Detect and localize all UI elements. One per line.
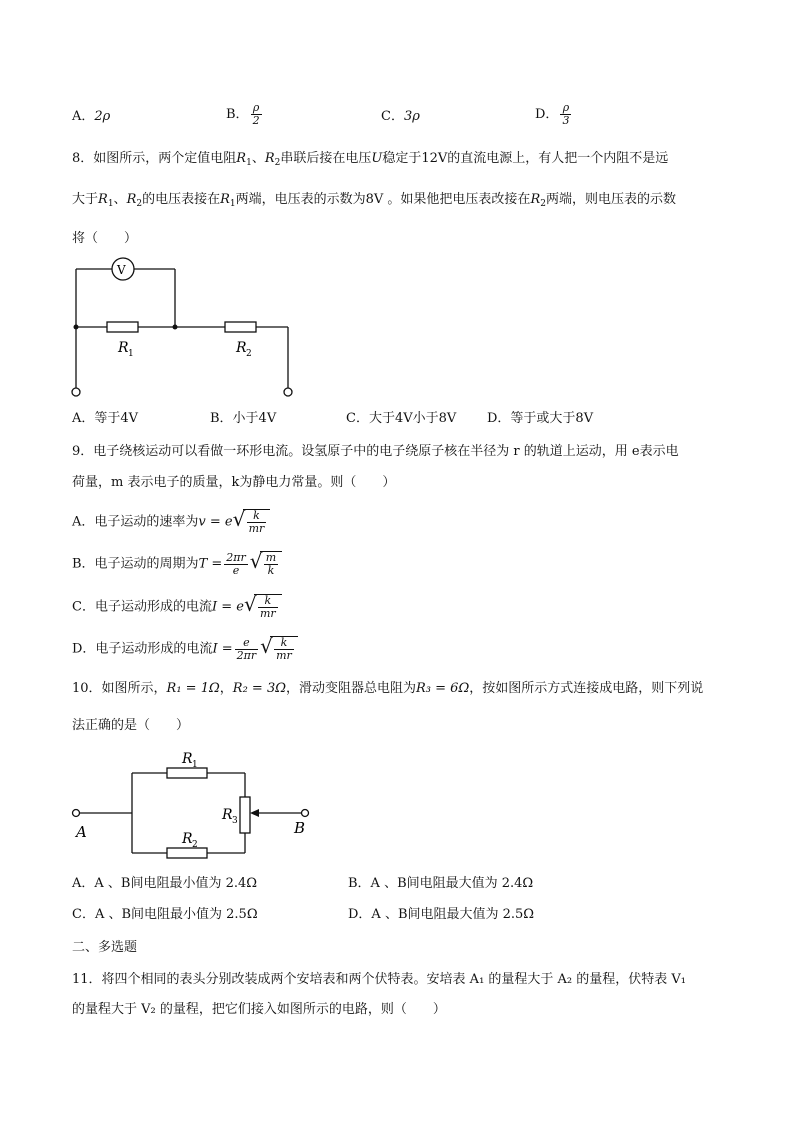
resistor-r2-symbol xyxy=(225,322,256,332)
q10-option-b: B．A 、B间电阻最大值为 2.4Ω xyxy=(348,876,534,891)
r1-label-sub: 1 xyxy=(192,760,198,770)
q8-line-3: 将（ ） xyxy=(72,231,138,246)
q10-option-a: A．A 、B间电阻最小值为 2.4Ω xyxy=(72,876,258,891)
q9-option-b: B．电子运动的周期为T = $\frac{2\pi r}{e}$ √ $\frac{m}{k}$ xyxy=(72,551,282,577)
r2-label-sub: 2 xyxy=(192,840,198,850)
q10-line-2: 法正确的是（ ） xyxy=(72,718,190,733)
r1-label-sub: 1 xyxy=(128,349,134,359)
q7-option-b: B． $\frac{\rho}{2}$ xyxy=(226,101,260,127)
junction-middle xyxy=(173,325,178,330)
resistor-r1-symbol xyxy=(167,768,207,778)
q9-option-a: A．电子运动的速率为v = e √ $\frac{k}{mr}$ xyxy=(72,509,270,535)
q8-circuit-diagram xyxy=(60,255,310,405)
r3-label: R xyxy=(222,807,233,823)
junction-left xyxy=(74,325,79,330)
q7-option-d: D． $\frac{\rho}{3}$ xyxy=(535,101,570,127)
r2-label: R xyxy=(236,340,247,356)
q10-option-d: D．A 、B间电阻最大值为 2.5Ω xyxy=(348,907,535,922)
q7-option-a: A．2ρ xyxy=(72,109,111,124)
q8-option-b: B．小于4V xyxy=(210,411,277,426)
resistor-r2-symbol xyxy=(167,848,207,858)
q11-line-2: 的量程大于 V₂ 的量程，把它们接入如图所示的电路，则（ ） xyxy=(72,1002,446,1017)
slider-arrow xyxy=(250,809,259,817)
r2-label: R xyxy=(182,831,193,847)
terminal-b xyxy=(302,810,309,817)
r1-label: R xyxy=(118,340,129,356)
q8-option-a: A．等于4V xyxy=(72,411,139,426)
voltmeter-label: V xyxy=(117,263,126,277)
r1-label: R xyxy=(182,751,193,767)
q9-option-c: C．电子运动形成的电流I = e √ $\frac{k}{mr}$ xyxy=(72,594,282,620)
r2-label-sub: 2 xyxy=(246,349,252,359)
q10-circuit-diagram xyxy=(60,745,330,870)
q10-line-1: 10．如图所示，R₁ = 1Ω，R₂ = 3Ω，滑动变阻器总电阻为R₃ = 6Ω，按如图所示方式连接成电路，则下列说 xyxy=(72,681,704,696)
q8-line-2: 大于$R_1$、$R_2$的电压表接在$R_1$两端，电压表的示数为8V 。如果他把电压表改接在$R_2$两端，则电压表的示数 xyxy=(72,192,676,209)
q9-line-1: 9．电子绕核运动可以看做一环形电流。设氢原子中的电子绕原子核在半径为 r 的轨道上运动，用 e表示电 xyxy=(72,444,679,459)
terminal-left xyxy=(72,388,80,396)
q11-line-1: 11．将四个相同的表头分别改装成两个安培表和两个伏特表。安培表 A₁ 的量程大于 A₂ 的量程，伏特表 V₁ xyxy=(72,972,687,987)
q9-option-d: D．电子运动形成的电流I = $\frac{e}{2\pi r}$ √ $\frac{k}{mr}$ xyxy=(72,636,298,662)
terminal-right xyxy=(284,388,292,396)
q7-option-c: C．3ρ xyxy=(381,109,420,124)
q8-option-d: D．等于或大于8V xyxy=(487,411,594,426)
resistor-r1-symbol xyxy=(107,322,138,332)
point-a-label: A xyxy=(76,823,87,841)
point-b-label: B xyxy=(294,819,306,837)
section-title-multi-choice: 二、多选题 xyxy=(72,940,138,955)
q9-line-2: 荷量，m 表示电子的质量，k为静电力常量。则（ ） xyxy=(72,475,396,490)
q8-option-c: C．大于4V小于8V xyxy=(346,411,457,426)
q8-line-1: 8．如图所示，两个定值电阻$R_1$、$R_2$串联后接在电压U稳定于12V的直流电源上，有人把一个内阻不是远 xyxy=(72,151,669,168)
rheostat-r3-symbol xyxy=(240,797,250,833)
r3-label-sub: 3 xyxy=(232,816,238,826)
terminal-a xyxy=(73,810,80,817)
q10-option-c: C．A 、B间电阻最小值为 2.5Ω xyxy=(72,907,258,922)
